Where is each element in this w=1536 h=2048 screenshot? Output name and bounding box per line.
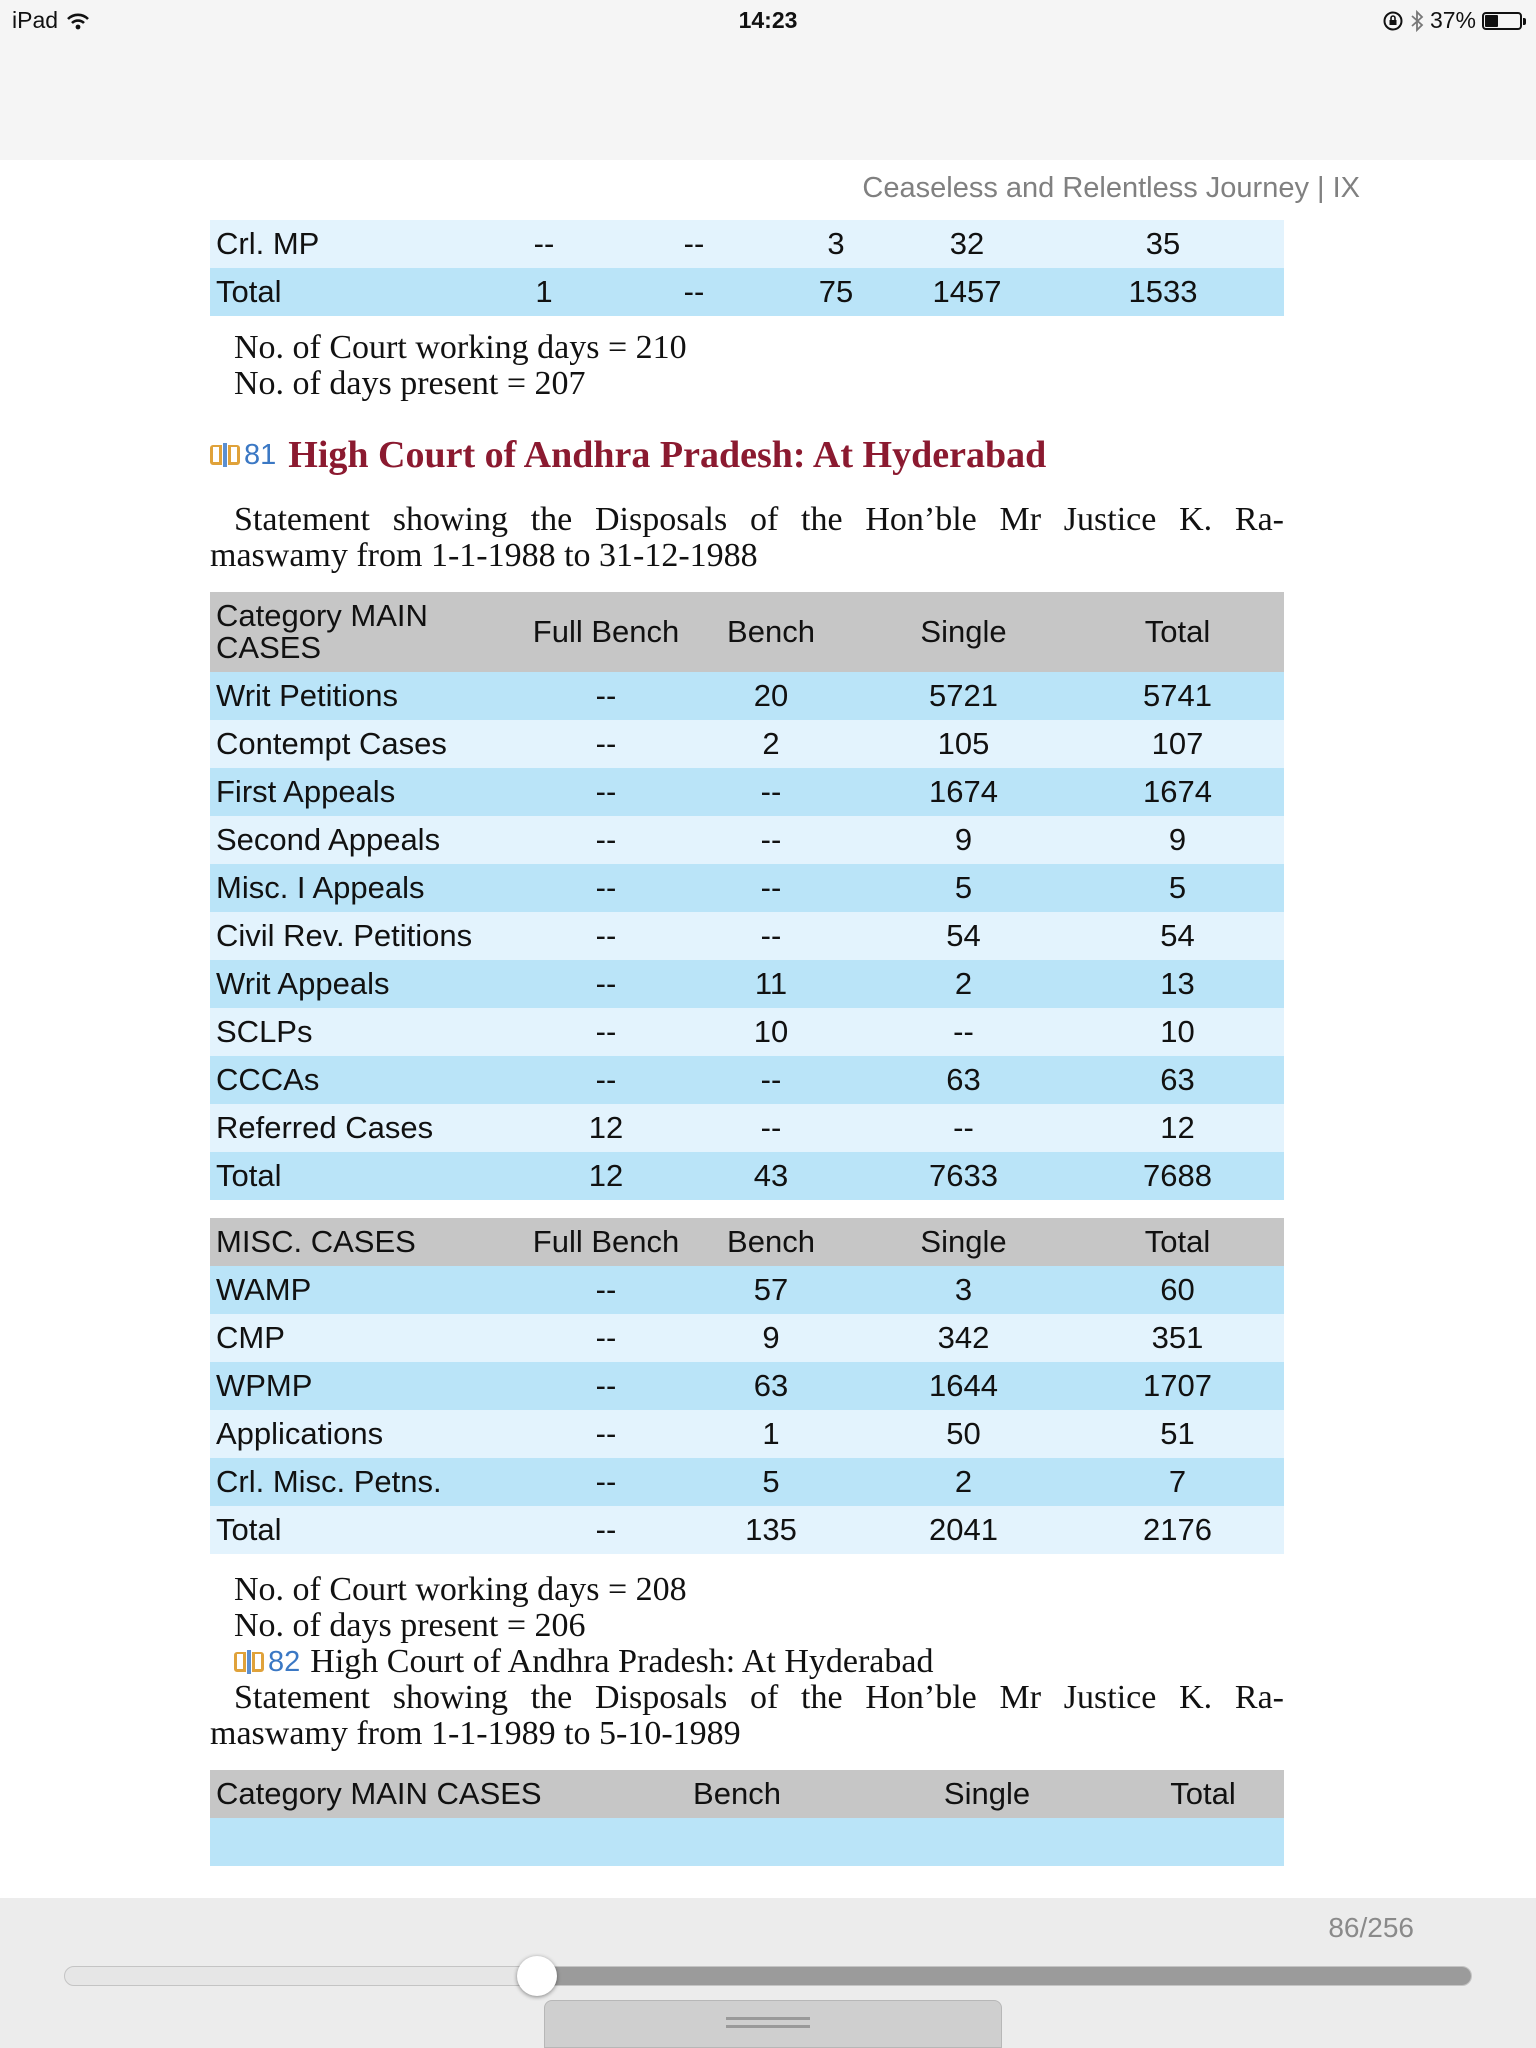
table-cell: --: [608, 268, 780, 316]
column-header: Total: [1122, 1770, 1284, 1818]
table-cell: 105: [856, 720, 1071, 768]
table-cell: 1: [480, 268, 608, 316]
table-cell: 1674: [1071, 768, 1284, 816]
section-link-81[interactable]: 81: [244, 438, 277, 471]
clock: 14:23: [738, 7, 798, 33]
row-label: CMP: [210, 1314, 526, 1362]
scrubber-remaining: [538, 1967, 1471, 1985]
table-row: [210, 720, 1284, 768]
column-header: Total: [1071, 1218, 1284, 1266]
table-cell: 5741: [1071, 672, 1284, 720]
table-cell: 7688: [1071, 1152, 1284, 1200]
table-cell: 2: [856, 1458, 1071, 1506]
table-row: [210, 1362, 1284, 1410]
table-cell: 12: [1071, 1104, 1284, 1152]
rotation-lock-icon: [1382, 10, 1404, 32]
days-present-note: No. of days present = 207: [234, 365, 586, 402]
table-cell: 9: [856, 816, 1071, 864]
row-label: First Appeals: [210, 768, 526, 816]
table-cell: 2176: [1071, 1506, 1284, 1554]
table-row: [210, 1458, 1284, 1506]
table-cell: 342: [856, 1314, 1071, 1362]
table-cell: 135: [686, 1506, 856, 1554]
row-label: Referred Cases: [210, 1104, 526, 1152]
table-row: [210, 768, 1284, 816]
table-cell: --: [526, 960, 686, 1008]
table-cell: 5721: [856, 672, 1071, 720]
battery-percent: 37%: [1429, 7, 1476, 33]
battery-icon: [1482, 12, 1522, 30]
table-cell: 10: [1071, 1008, 1284, 1056]
table-cell: 1674: [856, 768, 1071, 816]
table-cell: 9: [686, 1314, 856, 1362]
previous-disposals-table: [210, 220, 1284, 316]
row-label: Writ Petitions: [210, 672, 526, 720]
table-cell: 107: [1071, 720, 1284, 768]
table-cell: 7: [1071, 1458, 1284, 1506]
main-cases-table: [210, 592, 1284, 1200]
column-header: Full Bench: [526, 592, 686, 672]
table-row: [210, 960, 1284, 1008]
table-row: [210, 1506, 1284, 1554]
table-cell: --: [608, 220, 780, 268]
table-cell: --: [526, 912, 686, 960]
page-scrubber[interactable]: [64, 1966, 1472, 1986]
table-row: [210, 1056, 1284, 1104]
table-cell: 63: [686, 1362, 856, 1410]
table-cell: --: [526, 1266, 686, 1314]
bluetooth-icon: [1410, 9, 1424, 33]
table-cell: 51: [1071, 1410, 1284, 1458]
row-label: Applications: [210, 1410, 526, 1458]
table-cell: 1457: [892, 268, 1042, 316]
table-cell: --: [686, 912, 856, 960]
intro-line: Statement showing the Disposals of the Hon’ble Mr Justice K. Ra-: [234, 501, 1284, 538]
table-cell: 5: [1071, 864, 1284, 912]
table-cell: --: [526, 1056, 686, 1104]
running-head: Ceaseless and Relentless Journey | IX: [862, 172, 1360, 204]
table-cell: --: [686, 816, 856, 864]
table-cell: --: [526, 1410, 686, 1458]
days-present-note: No. of days present = 206: [234, 1607, 586, 1644]
table-row: [210, 816, 1284, 864]
table-cell: 351: [1071, 1314, 1284, 1362]
table-cell: 5: [856, 864, 1071, 912]
book-icon[interactable]: [234, 1650, 264, 1674]
table-cell: 1: [686, 1410, 856, 1458]
table-cell: 2: [686, 720, 856, 768]
drawer-handle[interactable]: [544, 2000, 1002, 2048]
table-row: [210, 912, 1284, 960]
intro-line: maswamy from 1-1-1989 to 5-10-1989: [210, 1715, 741, 1752]
column-header: Single: [856, 592, 1071, 672]
column-header: Category MAIN CASES: [210, 1770, 622, 1818]
row-label: Total: [210, 1506, 526, 1554]
table-cell: 57: [686, 1266, 856, 1314]
table-cell: --: [526, 672, 686, 720]
row-label: Civil Rev. Petitions: [210, 912, 526, 960]
section-heading-81: [210, 433, 1046, 477]
section-81-notes: [210, 1572, 1284, 1752]
working-days-note: No. of Court working days = 208: [234, 1571, 687, 1608]
table-cell: --: [526, 768, 686, 816]
intro-line: maswamy from 1-1-1988 to 31-12-1988: [210, 537, 758, 574]
table-row: [210, 1266, 1284, 1314]
column-header: Full Bench: [526, 1218, 686, 1266]
table-cell: --: [480, 220, 608, 268]
row-label: Crl. Misc. Petns.: [210, 1458, 526, 1506]
table-cell: --: [526, 720, 686, 768]
table-cell: 2: [856, 960, 1071, 1008]
row-label: WAMP: [210, 1266, 526, 1314]
table-row: [210, 220, 1284, 268]
table-cell: 63: [1071, 1056, 1284, 1104]
table-cell: 1644: [856, 1362, 1071, 1410]
table-row: [210, 864, 1284, 912]
page-indicator: 86/256: [1328, 1912, 1414, 1943]
column-header: Bench: [686, 1218, 856, 1266]
section-heading-82: [210, 1644, 1284, 1680]
row-label: Contempt Cases: [210, 720, 526, 768]
row-label: Total: [210, 268, 480, 316]
column-header: Single: [852, 1770, 1122, 1818]
table-row: [210, 1410, 1284, 1458]
table-cell: 1533: [1042, 268, 1284, 316]
table-cell: 54: [1071, 912, 1284, 960]
table-cell: 54: [856, 912, 1071, 960]
column-header: Bench: [622, 1770, 852, 1818]
battery-level: [1485, 15, 1498, 27]
table-cell: 20: [686, 672, 856, 720]
row-label: Second Appeals: [210, 816, 526, 864]
table-cell: --: [686, 768, 856, 816]
table-cell: --: [526, 864, 686, 912]
section-title: High Court of Andhra Pradesh: At Hyderabad: [288, 434, 1047, 476]
previous-notes: [234, 330, 687, 402]
table-cell: 10: [686, 1008, 856, 1056]
table-cell: --: [686, 864, 856, 912]
table-cell: 3: [780, 220, 892, 268]
table-row: [210, 1008, 1284, 1056]
table-cell: --: [526, 1458, 686, 1506]
misc-cases-table: [210, 1218, 1284, 1554]
table-cell: 5: [686, 1458, 856, 1506]
working-days-note: No. of Court working days = 210: [234, 329, 687, 366]
table-cell: 50: [856, 1410, 1071, 1458]
table-cell: --: [526, 1362, 686, 1410]
column-header: MISC. CASES: [210, 1218, 526, 1266]
table-cell: 7633: [856, 1152, 1071, 1200]
section-link-82[interactable]: 82: [268, 1646, 301, 1678]
table-row: [210, 1818, 1284, 1866]
column-header: Single: [856, 1218, 1071, 1266]
table-cell: --: [686, 1104, 856, 1152]
row-label: Writ Appeals: [210, 960, 526, 1008]
table-cell: --: [526, 1506, 686, 1554]
table-row: [210, 672, 1284, 720]
section-82-table: [210, 1770, 1284, 1866]
scrubber-thumb[interactable]: [517, 1956, 557, 1996]
row-label: Crl. MP: [210, 220, 480, 268]
table-cell: 9: [1071, 816, 1284, 864]
table-cell: --: [686, 1056, 856, 1104]
table-cell: 32: [892, 220, 1042, 268]
row-label: SCLPs: [210, 1008, 526, 1056]
table-row: [210, 1104, 1284, 1152]
table-cell: 2041: [856, 1506, 1071, 1554]
table-cell: 43: [686, 1152, 856, 1200]
status-bar: [0, 0, 1536, 40]
table-cell: 63: [856, 1056, 1071, 1104]
column-header: Bench: [686, 592, 856, 672]
table-header-row: [210, 592, 1284, 672]
table-cell: --: [526, 1008, 686, 1056]
table-cell: 3: [856, 1266, 1071, 1314]
table-cell: --: [526, 1314, 686, 1362]
column-header: Category MAIN CASES: [210, 592, 526, 672]
book-icon[interactable]: [210, 443, 240, 467]
row-label: CCCAs: [210, 1056, 526, 1104]
table-row: [210, 1152, 1284, 1200]
intro-line: Statement showing the Disposals of the Hon’ble Mr Justice K. Ra-: [234, 1679, 1284, 1716]
book-page: [0, 160, 1536, 1898]
section-title: High Court of Andhra Pradesh: At Hyderabad: [310, 1643, 934, 1680]
table-cell: 12: [526, 1104, 686, 1152]
table-cell: --: [856, 1104, 1071, 1152]
table-cell: 13: [1071, 960, 1284, 1008]
table-cell: 75: [780, 268, 892, 316]
row-label: WPMP: [210, 1362, 526, 1410]
table-header-row: [210, 1770, 1284, 1818]
table-row: [210, 268, 1284, 316]
table-cell: 60: [1071, 1266, 1284, 1314]
table-cell: --: [526, 816, 686, 864]
table-cell: 1707: [1071, 1362, 1284, 1410]
table-header-row: [210, 1218, 1284, 1266]
device-name: iPad: [12, 7, 59, 33]
row-label: Misc. I Appeals: [210, 864, 526, 912]
column-header: Total: [1071, 592, 1284, 672]
row-label: Total: [210, 1152, 526, 1200]
table-cell: 11: [686, 960, 856, 1008]
table-row: [210, 1314, 1284, 1362]
table-cell: 35: [1042, 220, 1284, 268]
table-cell: --: [856, 1008, 1071, 1056]
table-cell: 12: [526, 1152, 686, 1200]
section-81-intro: [210, 502, 1284, 574]
